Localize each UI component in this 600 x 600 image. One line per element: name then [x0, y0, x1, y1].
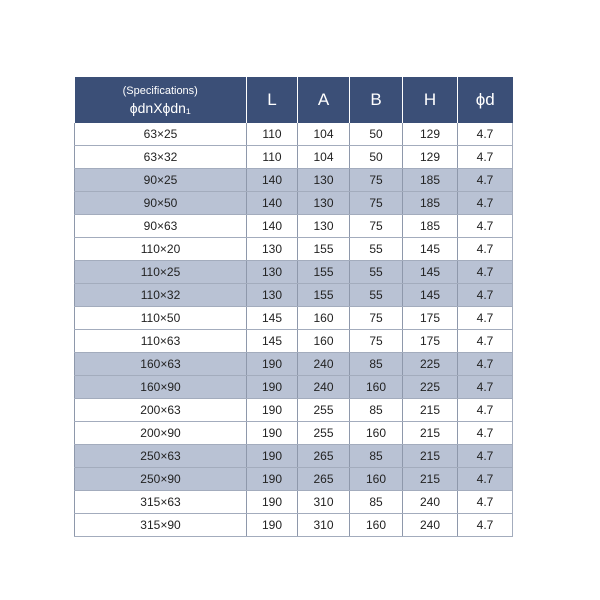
cell-b: 75: [350, 330, 403, 353]
cell-b: 55: [350, 261, 403, 284]
cell-a: 104: [298, 123, 350, 146]
cell-b: 85: [350, 445, 403, 468]
table-row: [75, 261, 513, 284]
cell-a: 265: [298, 445, 350, 468]
cell-d: 4.7: [458, 123, 513, 146]
table-row: [75, 123, 513, 146]
cell-h: 240: [403, 491, 458, 514]
cell-a: 130: [298, 215, 350, 238]
cell-d: 4.7: [458, 468, 513, 491]
cell-spec: 200×90: [75, 422, 247, 445]
cell-d: 4.7: [458, 261, 513, 284]
table-row: [75, 514, 513, 537]
cell-l: 190: [247, 514, 298, 537]
cell-spec: 110×20: [75, 238, 247, 261]
cell-b: 75: [350, 192, 403, 215]
cell-h: 185: [403, 215, 458, 238]
table-row: [75, 491, 513, 514]
cell-spec: 315×63: [75, 491, 247, 514]
cell-h: 215: [403, 468, 458, 491]
cell-a: 155: [298, 284, 350, 307]
cell-d: 4.7: [458, 330, 513, 353]
table-row: [75, 307, 513, 330]
cell-b: 160: [350, 422, 403, 445]
cell-d: 4.7: [458, 284, 513, 307]
cell-spec: 63×25: [75, 123, 247, 146]
cell-l: 190: [247, 468, 298, 491]
cell-d: 4.7: [458, 376, 513, 399]
cell-spec: 200×63: [75, 399, 247, 422]
cell-spec: 90×25: [75, 169, 247, 192]
table-row: [75, 169, 513, 192]
cell-h: 129: [403, 146, 458, 169]
cell-h: 145: [403, 261, 458, 284]
cell-a: 265: [298, 468, 350, 491]
cell-h: 240: [403, 514, 458, 537]
header-B: B: [350, 77, 403, 123]
table-row: [75, 146, 513, 169]
header-specifications-formula: ϕdnXϕdn₁: [129, 100, 191, 116]
cell-h: 129: [403, 123, 458, 146]
cell-d: 4.7: [458, 514, 513, 537]
cell-h: 175: [403, 307, 458, 330]
cell-d: 4.7: [458, 146, 513, 169]
cell-d: 4.7: [458, 353, 513, 376]
cell-spec: 160×90: [75, 376, 247, 399]
cell-l: 130: [247, 238, 298, 261]
cell-h: 215: [403, 422, 458, 445]
header-d: ϕd: [458, 77, 513, 123]
cell-spec: 110×63: [75, 330, 247, 353]
cell-l: 190: [247, 422, 298, 445]
table-row: [75, 445, 513, 468]
cell-l: 190: [247, 445, 298, 468]
table-row: [75, 192, 513, 215]
cell-a: 310: [298, 491, 350, 514]
cell-a: 240: [298, 353, 350, 376]
table-row: [75, 399, 513, 422]
cell-b: 75: [350, 215, 403, 238]
cell-d: 4.7: [458, 238, 513, 261]
table-header-row: [75, 77, 513, 123]
header-A: A: [298, 77, 350, 123]
cell-l: 130: [247, 261, 298, 284]
cell-b: 55: [350, 238, 403, 261]
table-row: [75, 284, 513, 307]
cell-l: 110: [247, 123, 298, 146]
cell-d: 4.7: [458, 192, 513, 215]
cell-l: 190: [247, 491, 298, 514]
cell-l: 140: [247, 169, 298, 192]
cell-a: 155: [298, 261, 350, 284]
cell-h: 185: [403, 192, 458, 215]
header-L: L: [247, 77, 298, 123]
table-row: [75, 238, 513, 261]
header-H: H: [403, 77, 458, 123]
cell-a: 160: [298, 330, 350, 353]
cell-spec: 110×50: [75, 307, 247, 330]
cell-a: 130: [298, 192, 350, 215]
cell-b: 160: [350, 376, 403, 399]
table-body: [75, 123, 513, 537]
table-row: [75, 468, 513, 491]
header-specifications-label: (Specifications): [122, 85, 198, 97]
table-row: [75, 376, 513, 399]
cell-h: 225: [403, 376, 458, 399]
cell-spec: 90×63: [75, 215, 247, 238]
cell-l: 140: [247, 192, 298, 215]
cell-spec: 160×63: [75, 353, 247, 376]
cell-spec: 63×32: [75, 146, 247, 169]
cell-l: 145: [247, 330, 298, 353]
cell-b: 160: [350, 514, 403, 537]
cell-d: 4.7: [458, 491, 513, 514]
cell-l: 130: [247, 284, 298, 307]
cell-h: 145: [403, 238, 458, 261]
cell-a: 104: [298, 146, 350, 169]
cell-a: 130: [298, 169, 350, 192]
cell-h: 145: [403, 284, 458, 307]
cell-a: 310: [298, 514, 350, 537]
cell-l: 190: [247, 353, 298, 376]
cell-h: 225: [403, 353, 458, 376]
cell-b: 160: [350, 468, 403, 491]
cell-b: 85: [350, 399, 403, 422]
cell-h: 215: [403, 445, 458, 468]
cell-a: 255: [298, 399, 350, 422]
cell-d: 4.7: [458, 422, 513, 445]
cell-a: 240: [298, 376, 350, 399]
cell-b: 50: [350, 123, 403, 146]
cell-spec: 110×32: [75, 284, 247, 307]
cell-h: 175: [403, 330, 458, 353]
cell-l: 145: [247, 307, 298, 330]
cell-b: 75: [350, 169, 403, 192]
cell-l: 190: [247, 399, 298, 422]
cell-d: 4.7: [458, 169, 513, 192]
cell-spec: 315×90: [75, 514, 247, 537]
cell-h: 215: [403, 399, 458, 422]
cell-spec: 90×50: [75, 192, 247, 215]
cell-a: 155: [298, 238, 350, 261]
specifications-table: [74, 77, 513, 537]
cell-b: 50: [350, 146, 403, 169]
header-specifications: [75, 77, 247, 123]
cell-l: 190: [247, 376, 298, 399]
cell-d: 4.7: [458, 215, 513, 238]
table-row: [75, 330, 513, 353]
cell-b: 55: [350, 284, 403, 307]
cell-h: 185: [403, 169, 458, 192]
cell-spec: 110×25: [75, 261, 247, 284]
cell-spec: 250×63: [75, 445, 247, 468]
cell-l: 110: [247, 146, 298, 169]
table-row: [75, 422, 513, 445]
cell-d: 4.7: [458, 307, 513, 330]
table-row: [75, 353, 513, 376]
cell-d: 4.7: [458, 445, 513, 468]
cell-d: 4.7: [458, 399, 513, 422]
cell-b: 75: [350, 307, 403, 330]
table-row: [75, 215, 513, 238]
cell-b: 85: [350, 353, 403, 376]
cell-a: 160: [298, 307, 350, 330]
cell-l: 140: [247, 215, 298, 238]
cell-a: 255: [298, 422, 350, 445]
cell-b: 85: [350, 491, 403, 514]
cell-spec: 250×90: [75, 468, 247, 491]
